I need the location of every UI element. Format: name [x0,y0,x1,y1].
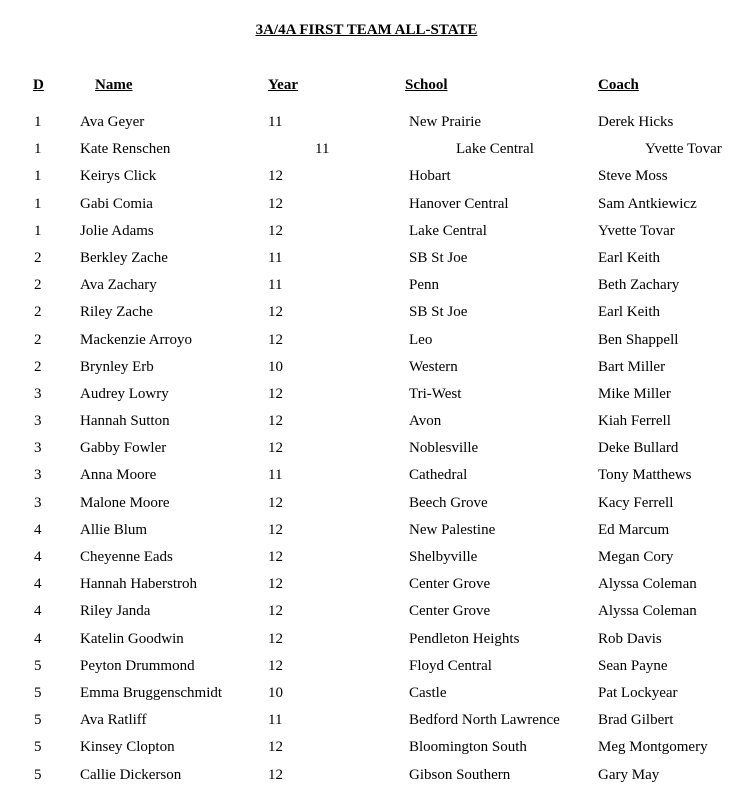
column-header-school: School [405,77,448,93]
coach-cell: Brad Gilbert [598,712,674,729]
school-cell: Bedford North Lawrence [409,712,560,729]
school-cell: Penn [409,277,439,294]
school-cell: Noblesville [409,440,479,457]
coach-cell: Meg Montgomery [598,739,708,756]
year-cell: 12 [268,766,283,783]
document-title: 3A/4A FIRST TEAM ALL-STATE [255,22,478,38]
table-row [0,167,733,194]
division-cell: 5 [34,684,42,701]
year-cell: 12 [268,739,283,756]
school-cell: Lake Central [409,222,487,239]
coach-cell: Alyssa Coleman [598,576,697,593]
table-row [0,548,733,575]
table-row [0,222,733,249]
name-cell: Gabby Fowler [80,440,167,457]
year-cell: 12 [268,657,283,674]
name-cell: Allie Blum [80,521,148,538]
school-cell: Beech Grove [409,494,488,511]
name-cell: Mackenzie Arroyo [80,331,193,348]
column-header-coach: Coach [598,77,639,93]
table-row [0,466,733,493]
name-cell: Kate Renschen [80,141,171,158]
division-cell: 1 [34,114,42,130]
division-cell: 4 [34,549,42,565]
division-cell: 4 [34,576,42,593]
name-cell: Ava Geyer [80,114,145,130]
name-cell: Emma Bruggenschmidt [80,684,223,701]
name-cell: Gabi Comia [80,195,153,212]
name-cell: Hannah Haberstroh [80,576,198,593]
division-cell: 1 [34,141,42,158]
table-row [0,684,733,711]
table-row [0,439,733,466]
year-cell: 12 [268,630,283,647]
table-row [0,521,733,548]
coach-cell: Megan Cory [598,549,674,565]
name-cell: Jolie Adams [80,222,154,239]
division-cell: 5 [34,766,42,783]
school-cell: SB St Joe [409,249,468,266]
division-cell: 2 [34,331,42,348]
table-row [0,738,733,765]
school-cell: Gibson Southern [409,766,511,783]
year-cell: 12 [268,576,283,593]
table-row [0,602,733,629]
year-cell: 12 [268,385,283,402]
school-cell: Castle [409,684,447,701]
division-cell: 1 [34,195,42,212]
table-row [0,331,733,358]
year-cell: 10 [268,358,283,375]
coach-cell: Rob Davis [598,630,662,647]
coach-cell: Yvette Tovar [645,141,722,158]
name-cell: Anna Moore [80,467,157,484]
school-cell: Center Grove [409,603,491,620]
school-cell: Western [409,358,458,375]
coach-cell: Sam Antkiewicz [598,195,697,212]
column-header-name: Name [95,77,133,93]
year-cell: 12 [268,494,283,511]
year-cell: 12 [268,549,283,565]
table-row [0,412,733,439]
year-cell: 12 [268,222,283,239]
name-cell: Audrey Lowry [80,385,169,402]
year-cell: 12 [268,521,283,538]
year-cell: 11 [268,249,283,266]
division-cell: 5 [34,712,42,729]
coach-cell: Deke Bullard [598,440,679,457]
year-cell: 11 [315,141,330,158]
coach-cell: Sean Payne [598,657,668,674]
school-cell: Cathedral [409,467,468,484]
school-cell: Lake Central [456,141,534,158]
coach-cell: Alyssa Coleman [598,603,697,620]
school-cell: Pendleton Heights [409,630,520,647]
table-row [0,303,733,330]
name-cell: Hannah Sutton [80,413,170,430]
division-cell: 2 [34,358,42,375]
name-cell: Brynley Erb [80,358,154,375]
table-row [0,249,733,276]
year-cell: 12 [268,331,283,348]
school-cell: Bloomington South [409,739,527,756]
table-row [0,276,733,303]
division-cell: 3 [34,413,42,430]
division-cell: 1 [34,222,42,239]
division-cell: 4 [34,630,42,647]
school-cell: Leo [409,331,433,348]
school-cell: SB St Joe [409,304,468,321]
table-row [0,358,733,385]
year-cell: 12 [268,603,283,620]
division-cell: 3 [34,467,42,484]
division-cell: 4 [34,603,42,620]
column-header-d: D [33,77,44,93]
name-cell: Cheyenne Eads [80,549,173,565]
coach-cell: Gary May [598,766,660,783]
coach-cell: Pat Lockyear [598,684,678,701]
coach-cell: Kacy Ferrell [598,494,674,511]
year-cell: 12 [268,168,283,185]
name-cell: Malone Moore [80,494,170,511]
school-cell: Center Grove [409,576,491,593]
coach-cell: Bart Miller [598,358,666,375]
coach-cell: Tony Matthews [598,467,692,484]
year-cell: 12 [268,304,283,321]
school-cell: New Prairie [409,114,482,130]
division-cell: 5 [34,739,42,756]
division-cell: 3 [34,385,42,402]
name-cell: Riley Janda [80,603,151,620]
table-row [0,195,733,222]
column-header-year: Year [268,77,298,93]
year-cell: 12 [268,413,283,430]
division-cell: 2 [34,249,42,266]
school-cell: Avon [409,413,442,430]
year-cell: 10 [268,684,283,701]
name-cell: Ava Ratliff [80,712,147,729]
name-cell: Riley Zache [80,304,153,321]
table-row [0,630,733,657]
name-cell: Kinsey Clopton [80,739,175,756]
school-cell: Shelbyville [409,549,478,565]
table-row [0,575,733,602]
coach-cell: Ben Shappell [598,331,679,348]
coach-cell: Derek Hicks [598,114,674,130]
name-cell: Ava Zachary [80,277,157,294]
name-cell: Berkley Zache [80,249,168,266]
table-row [0,113,733,140]
coach-cell: Yvette Tovar [598,222,675,239]
year-cell: 12 [268,440,283,457]
coach-cell: Earl Keith [598,304,661,321]
coach-cell: Earl Keith [598,249,661,266]
division-cell: 4 [34,521,42,538]
coach-cell: Beth Zachary [598,277,680,294]
name-cell: Katelin Goodwin [80,630,184,647]
division-cell: 3 [34,440,42,457]
table-row [0,657,733,684]
school-cell: Hobart [409,168,451,185]
year-cell: 11 [268,114,283,130]
coach-cell: Steve Moss [598,168,668,185]
table-row [0,385,733,412]
table-row [0,766,733,793]
table-row [0,140,733,167]
name-cell: Keirys Click [80,168,157,185]
school-cell: Floyd Central [409,657,492,674]
coach-cell: Mike Miller [598,385,671,402]
division-cell: 5 [34,657,42,674]
year-cell: 11 [268,277,283,294]
school-cell: Tri-West [409,385,462,402]
table-row [0,494,733,521]
coach-cell: Ed Marcum [598,521,670,538]
year-cell: 11 [268,467,283,484]
roster-table [0,113,733,793]
name-cell: Callie Dickerson [80,766,182,783]
year-cell: 11 [268,712,283,729]
year-cell: 12 [268,195,283,212]
division-cell: 3 [34,494,42,511]
division-cell: 2 [34,277,42,294]
name-cell: Peyton Drummond [80,657,195,674]
division-cell: 2 [34,304,42,321]
division-cell: 1 [34,168,42,185]
school-cell: New Palestine [409,521,496,538]
coach-cell: Kiah Ferrell [598,413,671,430]
table-row [0,711,733,738]
school-cell: Hanover Central [409,195,509,212]
